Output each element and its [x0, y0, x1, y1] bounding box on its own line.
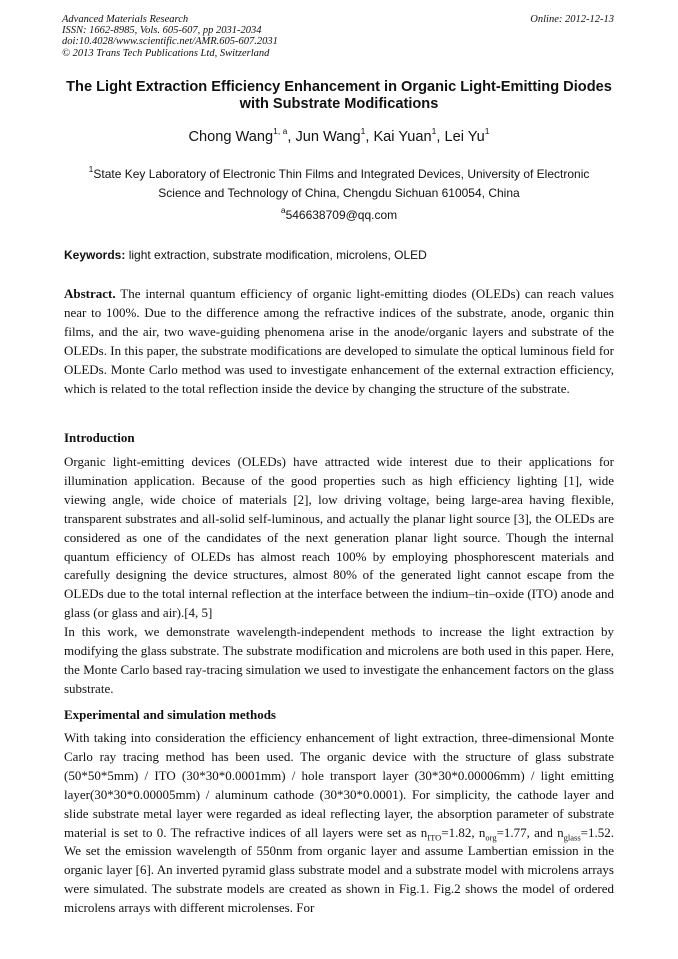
author-mark: 1, a [273, 126, 288, 137]
doi-line: doi:10.4028/www.scientific.net/AMR.605-607.2031 [62, 36, 278, 48]
email-mark: a [280, 205, 286, 215]
affiliation [66, 165, 612, 203]
keywords-text: light extraction, substrate modification, microlens, OLED [128, 248, 427, 262]
methods-text-a: With taking into consideration the efficiency enhancement of light extraction, three-dimensional Monte Carlo ray tracing method has been used. The organic device with the structure of glass substrate (50*50*5mm) / ITO (30*30*0.0001mm) / hole transport layer (30*30*0.00006mm) / light emitting layer(30*30*0.00005mm) / aluminum cathode (30*30*0.0001). For simplicity, the cathode layer and slide substrate metal layer were regarded as ideal reflecting layer, the absorption parameter of substrate material is set to 0. The refractive indices of all layers were set as n [64, 730, 614, 840]
sub-glass: glass [563, 832, 581, 843]
methods-val-ito: =1.82, n [441, 824, 486, 840]
copyright-line: © 2013 Trans Tech Publications Ltd, Switzerland [62, 47, 270, 59]
sub-org: org [485, 832, 497, 843]
methods-text-b: =1.52. We set the emission wavelength of 550nm from organic layer and assume Lambertian emission in the organic layer [6]. An inverted pyramid glass substrate model and a substrate model with microlens arrays were simulated. The substrate models are created as shown in Fig.1. Fig.2 shows the model of ordered microlens arrays with different microlenses. For [64, 824, 614, 916]
affiliation-text: State Key Laboratory of Electronic Thin Films and Integrated Devices, University of Electronic Science and Technology of China, Chengdu Sichuan 610054, China [93, 167, 590, 200]
affiliation-mark: 1 [88, 164, 94, 174]
author-name: Lei Yu [444, 129, 485, 145]
journal-header [62, 14, 278, 59]
issn-line: ISSN: 1662-8985, Vols. 605-607, pp 2031-2034 [62, 25, 262, 37]
paper-title: The Light Extraction Efficiency Enhancement in Organic Light-Emitting Diodes with Substrate Modifications [66, 79, 612, 112]
abstract [64, 285, 614, 398]
abstract-text: The internal quantum efficiency of organic light-emitting diodes (OLEDs) can reach values near to 100%. Due to the difference among the refractive indices of the substrate, anode, organic thin films, and the air, two wave-guiding phenomena arise in the anode/organic layers and substrate of the OLEDs. In this paper, the substrate modifications are developed to simulate the optical luminous field for OLEDs. Monte Carlo method was used to investigate enhancement of the external extraction efficiency, which is related to the total reflection inside the device by changing the structure of the substrate. [64, 286, 614, 396]
methods-body [64, 729, 614, 918]
sub-ito: ITO [427, 832, 442, 843]
section-heading-introduction: Introduction [64, 430, 135, 445]
intro-paragraph-2: In this work, we demonstrate wavelength-independent methods to increase the light extraction by modifying the glass substrate. The substrate modification and microlens are both used in this paper. Here, the Monte Carlo based ray-tracing simulation we used to investigate the enhancement factors on the glass substrate. [64, 624, 614, 696]
author-mark: 1 [360, 126, 366, 137]
email [0, 207, 678, 223]
journal-name: Advanced Materials Research [62, 14, 189, 25]
abstract-label: Abstract. [64, 286, 116, 301]
author-list: Chong Wang$^{1, a}$, Jun Wang$^1$, Kai Yuan$^1$, Lei Yu$^1$ [188, 126, 490, 145]
author-mark: 1 [431, 126, 437, 137]
methods-val-org: =1.77, and n [496, 824, 564, 840]
author-name: Chong Wang [188, 129, 274, 145]
author-name: Kai Yuan [373, 129, 432, 145]
intro-paragraph-1: Organic light-emitting devices (OLEDs) have attracted wide interest due to their applications for illumination application. Because of the good properties such as high efficiency lighting [1], wide viewing angle, wide choice of materials [2], low driving voltage, being large-area having flexible, transparent substrates and all-solid self-luminous, and actually the planar light source [3], the OLEDs are considered as one of the candidates of the next generation planar light source. Though the internal quantum efficiency of OLEDs has almost reach 100% by employing phosphorescent materials and carefully designing the device structures, almost 80% of the generated light cannot escape from the OLEDs due to the total internal reflection at the interface between the indium–tin–oxide (ITO) anode and glass (or glass and air).[4, 5] [64, 454, 614, 621]
keywords [64, 247, 614, 263]
author-name: Jun Wang [295, 129, 361, 145]
section-heading-methods: Experimental and simulation methods [64, 707, 276, 722]
keywords-label: Keywords: [64, 248, 126, 262]
author-mark: 1 [484, 126, 490, 137]
introduction-body [64, 453, 614, 699]
email-address: 546638709@qq.com [285, 208, 398, 222]
online-date: Online: 2012-12-13 [530, 14, 614, 25]
